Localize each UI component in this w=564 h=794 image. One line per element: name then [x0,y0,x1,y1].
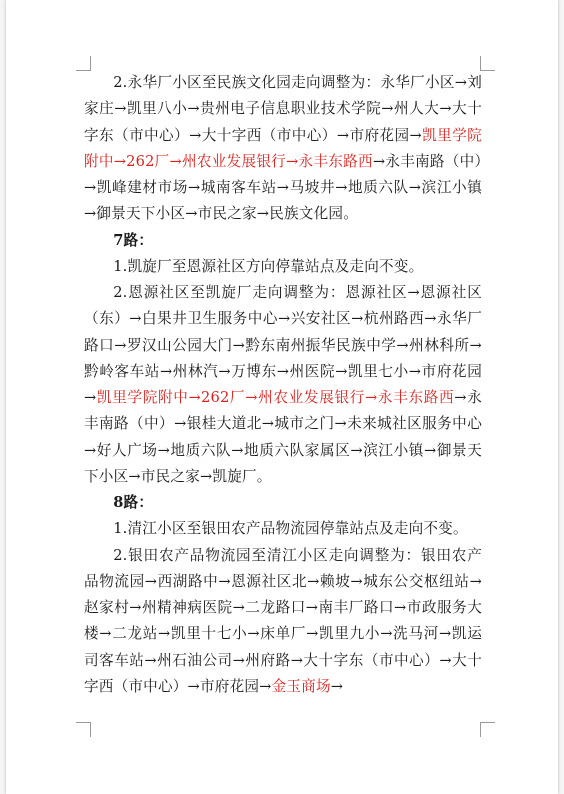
text-segment: 2.永华厂小区至民族文化园走向调整为：永华厂小区→刘家庄→凯里八小→贵州电子信息职业技术学院→州人大→大十字东（市中心）→大十字西（市中心）→市府花园→ [84,74,482,144]
text-segment: 2.恩源社区至凯旋厂走向调整为：恩源社区→恩源社区（东）→白果井卫生服务中心→兴安社区→杭州路西→永华厂路口→罗汉山公园大门→黔东南州振华民族中学→州林科所→黔岭客车站→州林汽→万博东→州医院→凯里七小→市府花园→ [84,284,482,406]
route-heading-7 [84,228,482,254]
text-segment: → [330,677,344,695]
paragraph-route7-down [84,280,482,490]
text-segment: 1.凯旋厂至恩源社区方向停靠站点及走向不变。 [113,257,424,275]
route-heading-8 [84,490,482,516]
paragraph-route6-down [84,70,482,228]
crop-mark-bottom-left [76,722,91,737]
highlighted-segment: 金玉商场 [271,677,331,695]
text-segment: 1.清江小区至银田农产品物流园停靠站点及走向不变。 [113,520,468,538]
highlighted-segment: 凯里学院附中→262厂→州农业发展银行→永丰东路西 [84,126,482,170]
text-segment: 2.银田农产品物流园至清江小区走向调整为：银田农产品物流园→西湖路中→恩源社区北→赖坡→城东公交枢纽站→赵家村→州精神病医院→二龙路口→南丰厂路口→市政服务大楼→二龙站→凯里十七小→床单厂→凯里九小→洗马河→凯运司客车站→州石油公司→州府路→大十字东（市中心）→大十字西（市中心）→市府花园→ [84,546,482,695]
text-segment: →永丰南路（中）→凯峰建材市场→城南客车站→马坡井→地质六队→滨江小镇→御景天下小区→市民之家→民族文化园。 [84,152,482,223]
document-page [6,0,558,794]
text-segment: →永丰南路（中）→银桂大道北→城市之门→未来城社区服务中心→好人广场→地质六队→地质六队家属区→滨江小镇→御景天下小区→市民之家→凯旋厂。 [84,389,482,485]
crop-mark-bottom-right [480,722,495,737]
paragraph-route8-down [84,543,482,701]
crop-mark-top-right [480,56,495,71]
heading-text: 7路： [113,231,154,249]
document-body [84,70,482,700]
paragraph-route8-up [84,516,482,542]
heading-text: 8路： [113,494,154,511]
highlighted-segment: 凯里学院附中→262厂→州农业发展银行→永丰东路西 [96,389,455,406]
crop-mark-top-left [76,56,91,71]
paragraph-route7-up [84,254,482,280]
